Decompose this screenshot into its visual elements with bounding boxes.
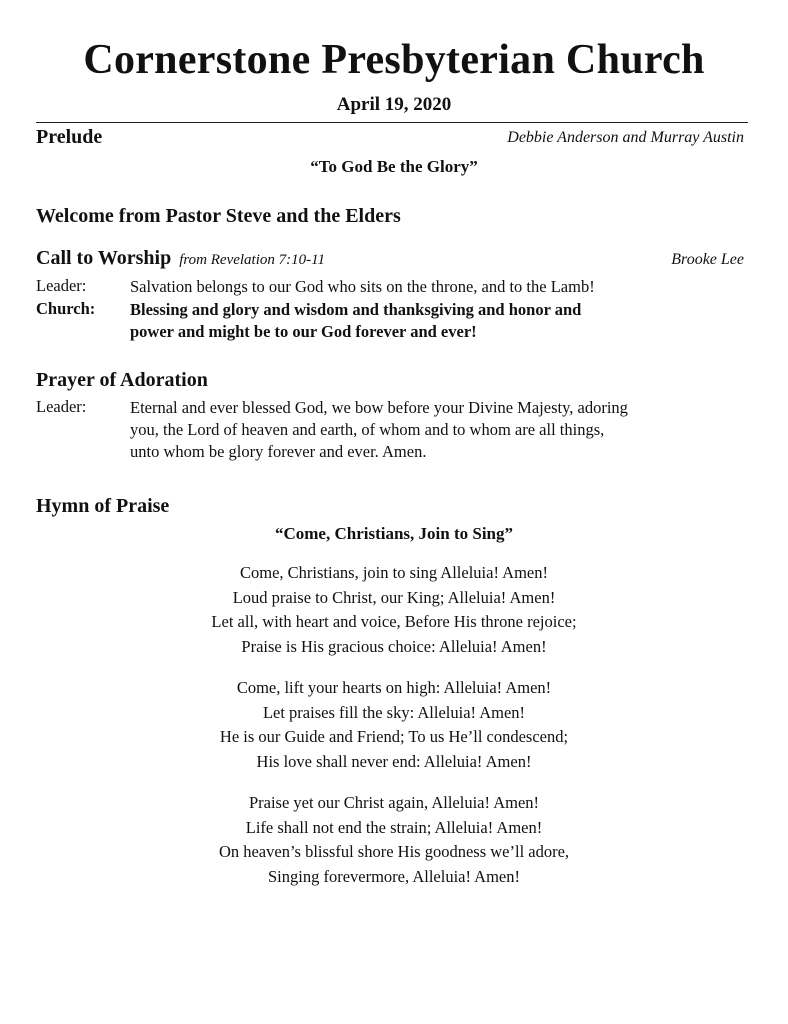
hymn-line: On heaven’s blissful shore His goodness we’ll adore,	[218, 842, 570, 861]
prelude-heading: Prelude	[36, 126, 103, 148]
hymn-line: Singing forevermore, Alleluia! Amen!	[267, 866, 521, 886]
church-response-line: power and might be to our God forever and ever!	[130, 322, 477, 341]
prayer-line: you, the Lord of heaven and earth, of whom and to whom are all things,	[130, 420, 605, 439]
hymn-line: Let praises fill the sky: Alleluia! Amen!	[262, 702, 526, 722]
hymn-line: Come, lift your hearts on high: Alleluia! Amen!	[236, 678, 552, 697]
prayer-line: unto whom be glory forever and ever. Amen.	[130, 442, 427, 461]
call-to-worship-reader: Brooke Lee	[671, 251, 744, 268]
prayer-heading: Prayer of Adoration	[36, 369, 208, 391]
hymn-line: Life shall not end the strain; Alleluia! Amen!	[245, 817, 543, 837]
prayer-leader-label: Leader:	[36, 397, 87, 416]
leader-text: Salvation belongs to our God who sits on the throne, and to the Lamb!	[130, 277, 595, 296]
prayer-text	[130, 397, 750, 463]
hymn-line: Praise yet our Christ again, Alleluia! Amen!	[248, 793, 540, 812]
hymn-title: “Come, Christians, Join to Sing”	[274, 524, 514, 543]
call-to-worship-heading	[36, 247, 325, 270]
hymn-heading: Hymn of Praise	[36, 495, 170, 517]
hymn-line: Praise is His gracious choice: Alleluia! Amen!	[241, 636, 547, 656]
hymn-line: Come, Christians, join to sing Alleluia! Amen!	[240, 563, 548, 582]
hymn-line: He is our Guide and Friend; To us He’ll condescend;	[219, 727, 569, 746]
service-date: April 19, 2020	[336, 94, 452, 115]
prayer-line: Eternal and ever blessed God, we bow before your Divine Majesty, adoring	[130, 398, 628, 417]
church-label: Church:	[36, 299, 96, 318]
church-title: Cornerstone Presbyterian Church	[83, 37, 705, 83]
hymn-line: Let all, with heart and voice, Before His throne rejoice;	[211, 612, 577, 631]
hymn-stanza	[0, 791, 788, 889]
hymn-line: Loud praise to Christ, our King; Alleluia! Amen!	[232, 587, 556, 607]
call-to-worship-title: Call to Worship	[36, 247, 172, 269]
hymn-stanza	[0, 561, 788, 659]
leader-label: Leader:	[36, 276, 87, 295]
header-divider	[36, 122, 748, 123]
church-response-line: Blessing and glory and wisdom and thanksgiving and honor and	[130, 300, 582, 319]
prelude-title: “To God Be the Glory”	[310, 157, 478, 176]
welcome-heading: Welcome from Pastor Steve and the Elders	[36, 205, 401, 227]
church-response	[130, 299, 750, 343]
call-to-worship-source: from Revelation 7:10-11	[179, 252, 326, 268]
hymn-line: His love shall never end: Alleluia! Amen!	[256, 751, 532, 771]
prelude-performers: Debbie Anderson and Murray Austin	[507, 129, 744, 146]
hymn-stanza	[0, 676, 788, 774]
